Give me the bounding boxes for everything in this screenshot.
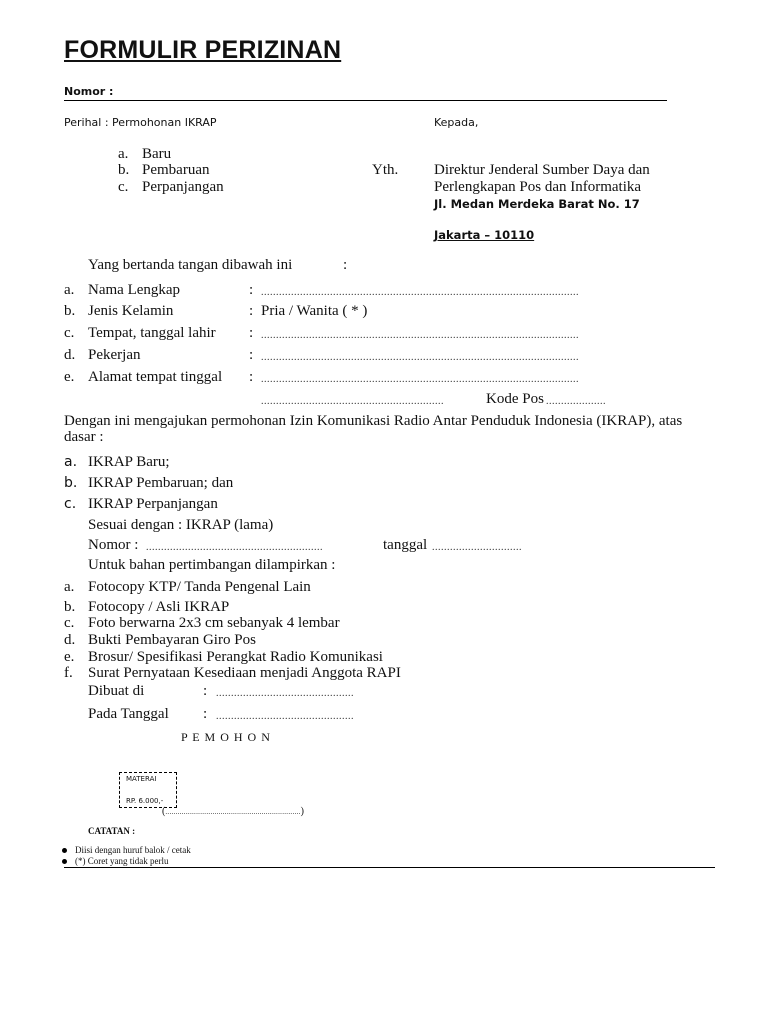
option-letter: c. xyxy=(118,179,129,195)
nomor-underline xyxy=(64,100,667,101)
basis-ikrap-perpanjangan: IKRAP Perpanjangan xyxy=(88,496,218,512)
untuk-bahan-text: Untuk bahan pertimbangan dilampirkan : xyxy=(88,557,336,573)
attachment-letter: a. xyxy=(64,579,75,595)
basis-letter: b. xyxy=(64,475,78,491)
pemohon-label: P E M O H O N xyxy=(181,730,271,744)
field-letter: c. xyxy=(64,325,75,341)
field-letter: e. xyxy=(64,369,75,385)
dibuat-di-colon: : xyxy=(203,683,208,699)
basis-letter: c. xyxy=(64,496,77,512)
note-item xyxy=(62,845,191,855)
kode-pos-label: Kode Pos xyxy=(486,391,544,407)
pekerjaan-input-dots[interactable]: .......................................................................................................... xyxy=(261,352,579,363)
attachment-letter: e. xyxy=(64,649,75,665)
field-label-nama: Nama Lengkap xyxy=(88,282,181,298)
note-text: (*) Coret yang tidak perlu xyxy=(75,856,169,866)
attachment-brosur: Brosur/ Spesifikasi Perangkat Radio Komunikasi xyxy=(88,649,383,665)
recipient-city: Jakarta – 10110 xyxy=(434,228,535,242)
kepada-label: Kepada, xyxy=(434,116,479,129)
perihal-option-pembaruan xyxy=(118,162,209,179)
note-text: Diisi dengan huruf balok / cetak xyxy=(75,845,191,855)
yth-label: Yth. xyxy=(372,162,399,178)
field-colon: : xyxy=(249,282,254,298)
dibuat-di-label: Dibuat di xyxy=(88,683,145,699)
alamat-line2-dots[interactable]: ............................................................. xyxy=(261,396,444,407)
intro-text: Yang bertanda tangan dibawah ini xyxy=(88,257,293,273)
nama-input-dots[interactable]: .......................................................................................................... xyxy=(261,287,579,298)
field-letter: a. xyxy=(64,282,75,298)
field-label-jenis-kelamin: Jenis Kelamin xyxy=(88,303,174,319)
perihal-option-baru xyxy=(118,146,171,163)
bullet-icon xyxy=(62,859,67,864)
kode-pos-input-dots[interactable]: .................... xyxy=(546,396,606,407)
pada-tanggal-dots[interactable]: .............................................. xyxy=(216,711,354,722)
option-text: Perpanjangan xyxy=(142,179,224,195)
signature-close: ) xyxy=(300,806,304,817)
dibuat-di-dots[interactable]: .............................................. xyxy=(216,688,354,699)
nomor-label: Nomor : xyxy=(64,85,114,98)
attachment-letter: f. xyxy=(64,665,73,681)
pada-tanggal-colon: : xyxy=(203,706,208,722)
field-letter: d. xyxy=(64,347,76,363)
intro-colon: : xyxy=(343,257,348,273)
field-colon: : xyxy=(249,347,254,363)
materai-stamp-box xyxy=(119,772,177,808)
field-label-tempat-tanggal-lahir: Tempat, tanggal lahir xyxy=(88,325,216,341)
note-item xyxy=(62,856,168,866)
field-label-pekerjaan: Pekerjan xyxy=(88,347,141,363)
field-colon: : xyxy=(249,303,254,319)
field-letter: b. xyxy=(64,303,76,319)
perihal-option-perpanjangan xyxy=(118,179,224,196)
attachment-ikrap: Fotocopy / Asli IKRAP xyxy=(88,599,230,615)
statement-line2: dasar : xyxy=(64,429,104,445)
attachment-letter: d. xyxy=(64,632,76,648)
alamat-input-dots[interactable]: .......................................................................................................... xyxy=(261,374,579,385)
nomor-field-label: Nomor : xyxy=(88,537,139,553)
bullet-icon xyxy=(62,848,67,853)
recipient-line2: Perlengkapan Pos dan Informatika xyxy=(434,179,642,195)
field-colon: : xyxy=(249,369,254,385)
signature-dots: .................................................................. xyxy=(165,808,301,816)
attachment-foto: Foto berwarna 2x3 cm sebanyak 4 lembar xyxy=(88,615,340,631)
attachment-letter: b. xyxy=(64,599,76,615)
sesuai-text: Sesuai dengan : IKRAP (lama) xyxy=(88,517,274,533)
perihal-label: Perihal : Permohonan IKRAP xyxy=(64,116,217,129)
pada-tanggal-label: Pada Tanggal xyxy=(88,706,169,722)
recipient-line1: Direktur Jenderal Sumber Daya dan xyxy=(434,162,650,178)
field-label-alamat: Alamat tempat tinggal xyxy=(88,369,223,385)
materai-label: MATERAI xyxy=(126,775,157,783)
footer-divider xyxy=(64,867,715,868)
attachment-ktp: Fotocopy KTP/ Tanda Pengenal Lain xyxy=(88,579,311,595)
tanggal-field-label: tanggal xyxy=(383,537,428,553)
attachment-letter: c. xyxy=(64,615,75,631)
recipient-address: Jl. Medan Merdeka Barat No. 17 xyxy=(434,197,640,211)
field-colon: : xyxy=(249,325,254,341)
jenis-kelamin-value[interactable]: Pria / Wanita ( * ) xyxy=(261,303,368,319)
option-letter: b. xyxy=(118,162,130,178)
signature-field[interactable] xyxy=(162,806,304,817)
option-letter: a. xyxy=(118,146,129,162)
signature-open: ( xyxy=(162,806,166,817)
page-title: FORMULIR PERIZINAN xyxy=(64,36,342,64)
attachment-giro: Bukti Pembayaran Giro Pos xyxy=(88,632,256,648)
basis-letter: a. xyxy=(64,454,78,470)
option-text: Baru xyxy=(142,146,172,162)
basis-ikrap-pembaruan: IKRAP Pembaruan; dan xyxy=(88,475,234,491)
ttl-input-dots[interactable]: .......................................................................................................... xyxy=(261,330,579,341)
materai-value: RP. 6.000,- xyxy=(126,797,164,805)
tanggal-field-dots[interactable]: .............................. xyxy=(432,542,522,553)
option-text: Pembaruan xyxy=(142,162,210,178)
catatan-label: CATATAN : xyxy=(88,826,136,836)
attachment-surat: Surat Pernyataan Kesediaan menjadi Anggota RAPI xyxy=(88,665,401,681)
basis-ikrap-baru: IKRAP Baru; xyxy=(88,454,170,470)
nomor-field-dots[interactable]: ........................................................... xyxy=(146,542,323,553)
statement-line1: Dengan ini mengajukan permohonan Izin Komunikasi Radio Antar Penduduk Indonesia (IKRAP), atas xyxy=(64,413,683,429)
